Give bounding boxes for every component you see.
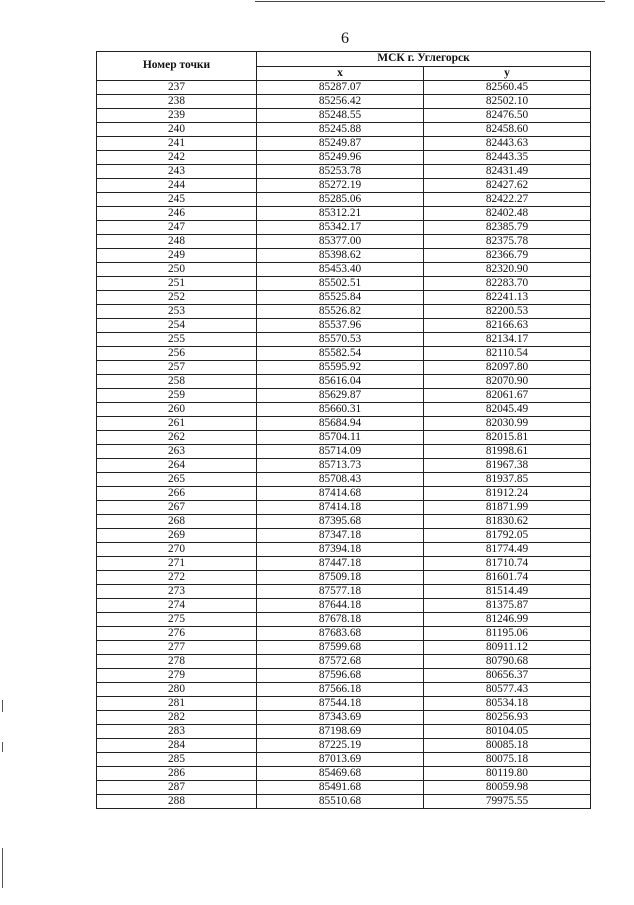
table-row xyxy=(97,515,591,529)
point-number-cell: 287 xyxy=(97,781,257,795)
table-row xyxy=(97,123,591,137)
x-cell: 85253.78 xyxy=(257,165,424,179)
y-cell: 82061.67 xyxy=(424,389,591,403)
point-number-cell: 256 xyxy=(97,347,257,361)
x-cell: 85285.06 xyxy=(257,193,424,207)
table-row xyxy=(97,557,591,571)
y-cell: 82200.53 xyxy=(424,305,591,319)
y-cell: 81710.74 xyxy=(424,557,591,571)
y-cell: 81375.87 xyxy=(424,599,591,613)
y-cell: 82241.13 xyxy=(424,291,591,305)
point-number-cell: 242 xyxy=(97,151,257,165)
y-cell: 80075.18 xyxy=(424,753,591,767)
y-cell: 82030.99 xyxy=(424,417,591,431)
y-cell: 82476.50 xyxy=(424,109,591,123)
point-number-cell: 285 xyxy=(97,753,257,767)
y-cell: 82320.90 xyxy=(424,263,591,277)
point-number-cell: 270 xyxy=(97,543,257,557)
point-number-cell: 261 xyxy=(97,417,257,431)
y-cell: 81998.61 xyxy=(424,445,591,459)
point-number-cell: 275 xyxy=(97,613,257,627)
x-cell: 87347.18 xyxy=(257,529,424,543)
scan-mark xyxy=(2,848,3,888)
table-row xyxy=(97,151,591,165)
x-cell: 87566.18 xyxy=(257,683,424,697)
point-number-cell: 267 xyxy=(97,501,257,515)
table-row xyxy=(97,683,591,697)
point-number-cell: 286 xyxy=(97,767,257,781)
table-row xyxy=(97,753,591,767)
point-number-cell: 250 xyxy=(97,263,257,277)
x-cell: 85491.68 xyxy=(257,781,424,795)
x-header: x xyxy=(257,66,424,81)
y-cell: 82134.17 xyxy=(424,333,591,347)
table-row xyxy=(97,711,591,725)
y-cell: 81830.62 xyxy=(424,515,591,529)
point-number-cell: 280 xyxy=(97,683,257,697)
y-cell: 82045.49 xyxy=(424,403,591,417)
scan-mark xyxy=(2,742,3,752)
y-cell: 80085.18 xyxy=(424,739,591,753)
table-row xyxy=(97,403,591,417)
x-cell: 85249.87 xyxy=(257,137,424,151)
page-number: 6 xyxy=(341,30,349,47)
point-number-cell: 238 xyxy=(97,95,257,109)
y-cell: 80534.18 xyxy=(424,697,591,711)
x-cell: 85582.54 xyxy=(257,347,424,361)
point-number-cell: 243 xyxy=(97,165,257,179)
y-cell: 82458.60 xyxy=(424,123,591,137)
y-header: y xyxy=(424,66,591,81)
y-cell: 82385.79 xyxy=(424,221,591,235)
x-cell: 87599.68 xyxy=(257,641,424,655)
y-cell: 80790.68 xyxy=(424,655,591,669)
table-row xyxy=(97,263,591,277)
table-row xyxy=(97,739,591,753)
y-cell: 82502.10 xyxy=(424,95,591,109)
point-number-cell: 239 xyxy=(97,109,257,123)
x-cell: 85398.62 xyxy=(257,249,424,263)
x-cell: 85525.84 xyxy=(257,291,424,305)
table-row xyxy=(97,767,591,781)
x-cell: 85510.68 xyxy=(257,795,424,809)
table-row xyxy=(97,291,591,305)
x-cell: 85272.19 xyxy=(257,179,424,193)
y-cell: 81246.99 xyxy=(424,613,591,627)
point-number-cell: 246 xyxy=(97,207,257,221)
x-cell: 85537.96 xyxy=(257,319,424,333)
point-number-cell: 273 xyxy=(97,585,257,599)
y-cell: 82443.63 xyxy=(424,137,591,151)
table-header xyxy=(97,52,591,81)
y-cell: 82431.49 xyxy=(424,165,591,179)
x-cell: 85248.55 xyxy=(257,109,424,123)
y-cell: 82110.54 xyxy=(424,347,591,361)
point-number-cell: 262 xyxy=(97,431,257,445)
y-cell: 81792.05 xyxy=(424,529,591,543)
point-number-cell: 255 xyxy=(97,333,257,347)
point-number-cell: 279 xyxy=(97,669,257,683)
table-row xyxy=(97,361,591,375)
x-cell: 87577.18 xyxy=(257,585,424,599)
x-cell: 85342.17 xyxy=(257,221,424,235)
point-number-cell: 263 xyxy=(97,445,257,459)
x-cell: 85570.53 xyxy=(257,333,424,347)
table-row xyxy=(97,655,591,669)
x-cell: 87225.19 xyxy=(257,739,424,753)
table-row xyxy=(97,585,591,599)
table-row xyxy=(97,165,591,179)
table-row xyxy=(97,375,591,389)
y-cell: 81937.85 xyxy=(424,473,591,487)
point-number-cell: 277 xyxy=(97,641,257,655)
point-number-cell: 281 xyxy=(97,697,257,711)
table-row xyxy=(97,669,591,683)
x-cell: 85660.31 xyxy=(257,403,424,417)
table-row xyxy=(97,347,591,361)
y-cell: 82375.78 xyxy=(424,235,591,249)
table-row xyxy=(97,207,591,221)
table-body xyxy=(97,81,591,809)
table-row xyxy=(97,249,591,263)
point-number-cell: 272 xyxy=(97,571,257,585)
x-cell: 87678.18 xyxy=(257,613,424,627)
point-number-cell: 240 xyxy=(97,123,257,137)
point-number-cell: 260 xyxy=(97,403,257,417)
y-cell: 79975.55 xyxy=(424,795,591,809)
table-row xyxy=(97,781,591,795)
x-cell: 85469.68 xyxy=(257,767,424,781)
x-cell: 87683.68 xyxy=(257,627,424,641)
coordinates-table xyxy=(96,51,591,809)
y-cell: 81195.06 xyxy=(424,627,591,641)
y-cell: 81601.74 xyxy=(424,571,591,585)
point-number-cell: 266 xyxy=(97,487,257,501)
point-number-cell: 282 xyxy=(97,711,257,725)
y-cell: 81912.24 xyxy=(424,487,591,501)
point-number-cell: 268 xyxy=(97,515,257,529)
point-number-cell: 248 xyxy=(97,235,257,249)
point-number-cell: 284 xyxy=(97,739,257,753)
x-cell: 85629.87 xyxy=(257,389,424,403)
table-row xyxy=(97,473,591,487)
point-number-cell: 253 xyxy=(97,305,257,319)
x-cell: 87394.18 xyxy=(257,543,424,557)
y-cell: 80059.98 xyxy=(424,781,591,795)
y-cell: 82015.81 xyxy=(424,431,591,445)
y-cell: 81967.38 xyxy=(424,459,591,473)
x-cell: 85704.11 xyxy=(257,431,424,445)
table-row xyxy=(97,179,591,193)
x-cell: 85287.07 xyxy=(257,81,424,95)
x-cell: 85377.00 xyxy=(257,235,424,249)
x-cell: 87414.18 xyxy=(257,501,424,515)
x-cell: 87644.18 xyxy=(257,599,424,613)
point-number-cell: 283 xyxy=(97,725,257,739)
x-cell: 85684.94 xyxy=(257,417,424,431)
point-number-cell: 247 xyxy=(97,221,257,235)
table-row xyxy=(97,445,591,459)
table-row xyxy=(97,333,591,347)
table-row xyxy=(97,319,591,333)
table-row xyxy=(97,109,591,123)
table-row xyxy=(97,529,591,543)
y-cell: 82366.79 xyxy=(424,249,591,263)
y-cell: 82070.90 xyxy=(424,375,591,389)
x-cell: 87395.68 xyxy=(257,515,424,529)
x-cell: 85595.92 xyxy=(257,361,424,375)
point-number-cell: 269 xyxy=(97,529,257,543)
y-cell: 81774.49 xyxy=(424,543,591,557)
x-cell: 87013.69 xyxy=(257,753,424,767)
x-cell: 85453.40 xyxy=(257,263,424,277)
point-number-cell: 258 xyxy=(97,375,257,389)
y-cell: 82402.48 xyxy=(424,207,591,221)
point-number-cell: 245 xyxy=(97,193,257,207)
table-row xyxy=(97,235,591,249)
point-number-cell: 254 xyxy=(97,319,257,333)
x-cell: 85245.88 xyxy=(257,123,424,137)
point-number-cell: 244 xyxy=(97,179,257,193)
scan-edge-line xyxy=(255,1,605,2)
table-row xyxy=(97,571,591,585)
x-cell: 85713.73 xyxy=(257,459,424,473)
y-cell: 80911.12 xyxy=(424,641,591,655)
x-cell: 87509.18 xyxy=(257,571,424,585)
x-cell: 85312.21 xyxy=(257,207,424,221)
table-row xyxy=(97,543,591,557)
x-cell: 85526.82 xyxy=(257,305,424,319)
y-cell: 82283.70 xyxy=(424,277,591,291)
table-row xyxy=(97,305,591,319)
x-cell: 85708.43 xyxy=(257,473,424,487)
table-row xyxy=(97,389,591,403)
table-row xyxy=(97,137,591,151)
y-cell: 82097.80 xyxy=(424,361,591,375)
y-cell: 82427.62 xyxy=(424,179,591,193)
point-number-cell: 241 xyxy=(97,137,257,151)
y-cell: 80119.80 xyxy=(424,767,591,781)
x-cell: 85249.96 xyxy=(257,151,424,165)
x-cell: 87414.68 xyxy=(257,487,424,501)
x-cell: 87572.68 xyxy=(257,655,424,669)
y-cell: 80256.93 xyxy=(424,711,591,725)
point-number-header: Номер точки xyxy=(97,52,257,81)
y-cell: 82166.63 xyxy=(424,319,591,333)
table-row xyxy=(97,431,591,445)
table-row xyxy=(97,95,591,109)
x-cell: 87198.69 xyxy=(257,725,424,739)
x-cell: 85616.04 xyxy=(257,375,424,389)
coordinate-system-header: МСК г. Углегорск xyxy=(257,52,591,67)
x-cell: 87544.18 xyxy=(257,697,424,711)
y-cell: 81871.99 xyxy=(424,501,591,515)
table-row xyxy=(97,613,591,627)
point-number-cell: 251 xyxy=(97,277,257,291)
point-number-cell: 288 xyxy=(97,795,257,809)
point-number-cell: 278 xyxy=(97,655,257,669)
point-number-cell: 257 xyxy=(97,361,257,375)
point-number-cell: 249 xyxy=(97,249,257,263)
y-cell: 81514.49 xyxy=(424,585,591,599)
point-number-cell: 276 xyxy=(97,627,257,641)
x-cell: 87596.68 xyxy=(257,669,424,683)
table-row xyxy=(97,193,591,207)
point-number-cell: 252 xyxy=(97,291,257,305)
x-cell: 85714.09 xyxy=(257,445,424,459)
table-row xyxy=(97,501,591,515)
point-number-cell: 237 xyxy=(97,81,257,95)
table-row xyxy=(97,221,591,235)
table-row xyxy=(97,795,591,809)
table-row xyxy=(97,725,591,739)
x-cell: 87343.69 xyxy=(257,711,424,725)
y-cell: 80656.37 xyxy=(424,669,591,683)
point-number-cell: 271 xyxy=(97,557,257,571)
point-number-cell: 264 xyxy=(97,459,257,473)
table-row xyxy=(97,627,591,641)
point-number-cell: 259 xyxy=(97,389,257,403)
y-cell: 80577.43 xyxy=(424,683,591,697)
y-cell: 80104.05 xyxy=(424,725,591,739)
x-cell: 85502.51 xyxy=(257,277,424,291)
table-row xyxy=(97,277,591,291)
point-number-cell: 265 xyxy=(97,473,257,487)
table-row xyxy=(97,641,591,655)
y-cell: 82422.27 xyxy=(424,193,591,207)
table-row xyxy=(97,697,591,711)
table-row xyxy=(97,599,591,613)
table-row xyxy=(97,81,591,95)
scan-mark xyxy=(2,700,3,712)
x-cell: 85256.42 xyxy=(257,95,424,109)
point-number-cell: 274 xyxy=(97,599,257,613)
table-row xyxy=(97,487,591,501)
table-row xyxy=(97,417,591,431)
y-cell: 82443.35 xyxy=(424,151,591,165)
x-cell: 87447.18 xyxy=(257,557,424,571)
y-cell: 82560.45 xyxy=(424,81,591,95)
table-row xyxy=(97,459,591,473)
